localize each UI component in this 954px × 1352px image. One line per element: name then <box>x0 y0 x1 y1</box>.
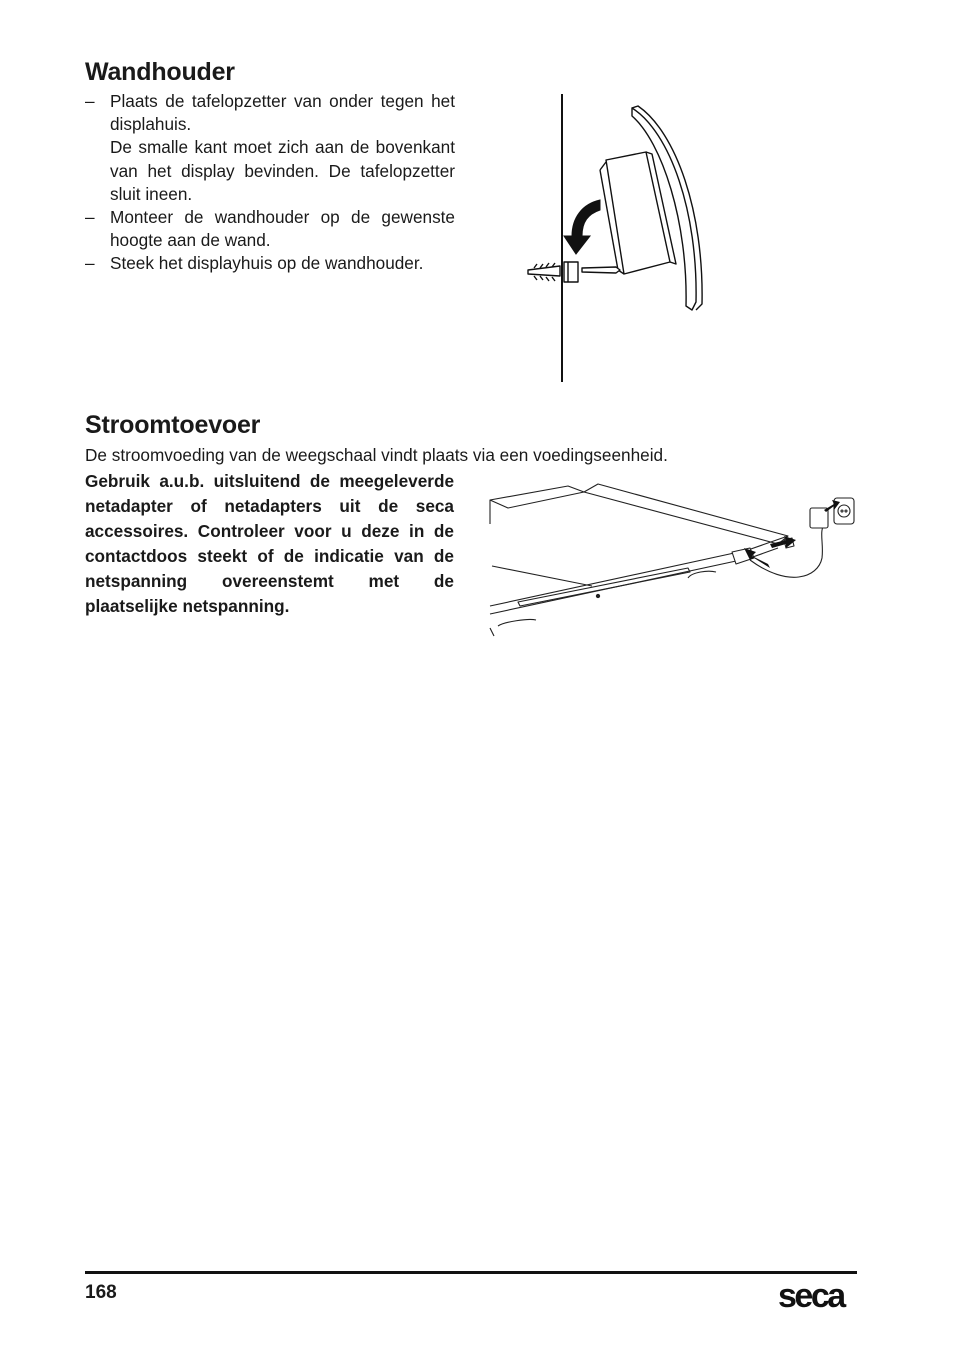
list-dash: – <box>85 253 95 274</box>
scale-platform-line <box>492 566 592 586</box>
step-text: Plaats de tafelopzetter van onder tegen het displahuis. <box>110 91 455 135</box>
rotate-arrow-icon <box>564 200 600 254</box>
scale-front-edge <box>490 536 788 606</box>
list-dash: – <box>85 207 95 228</box>
page-number: 168 <box>85 1282 117 1303</box>
wandhouder-steps <box>85 90 455 276</box>
wall-mount-illustration <box>520 92 720 384</box>
step-item <box>85 252 455 275</box>
section-title-stroomtoevoer: Stroomtoevoer <box>85 411 261 439</box>
intro-text: De stroomvoeding van de weegschaal vindt plaats via een voedingseenheid. <box>85 445 668 465</box>
screw <box>582 267 620 273</box>
section-title-wandhouder: Wandhouder <box>85 58 235 86</box>
warning-text: Gebruik a.u.b. uitsluitend de meegeleverde netadapter of netadapters uit de seca accessoires. Controleer voor u deze in de contactdoos steekt of de indicatie van de netspanning overeenstemt met de plaatselijke netspanning. <box>85 471 454 616</box>
dowel <box>528 266 560 276</box>
step-item <box>85 206 455 252</box>
scale-handle <box>518 568 690 606</box>
wall-holder <box>564 262 578 282</box>
step-text: Monteer de wandhouder op de gewenste hoogte aan de wand. <box>110 207 455 251</box>
seca-logo: seca <box>778 1277 844 1315</box>
list-dash: – <box>85 91 95 111</box>
step-item <box>85 90 455 206</box>
scale-back-edge <box>490 486 584 508</box>
power-cable <box>750 522 826 577</box>
step-subtext: De smalle kant moet zich aan de bovenkant van het display bevinden. De tafelopzetter sluit ineen. <box>110 137 455 204</box>
step-text: Steek het displayhuis op de wandhouder. <box>110 253 424 274</box>
footer-divider <box>85 1271 857 1274</box>
scale-power-illustration <box>488 478 860 640</box>
